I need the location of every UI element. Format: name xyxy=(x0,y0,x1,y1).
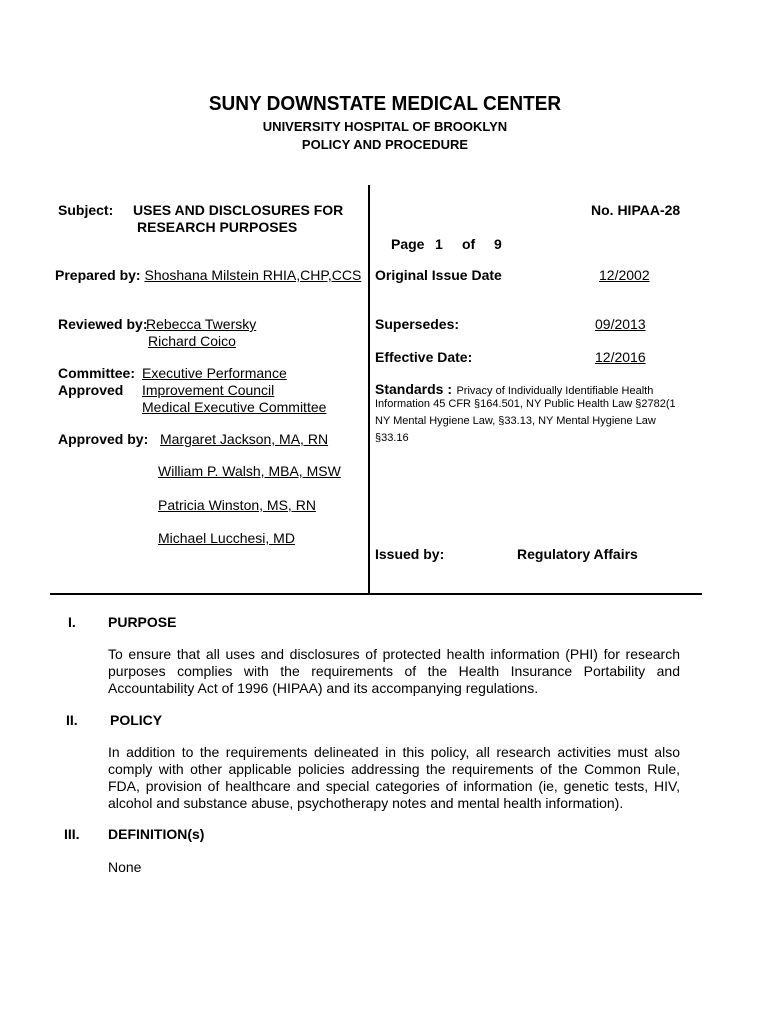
approver-name: Michael Lucchesi, MD xyxy=(158,530,295,546)
page-of-label: of xyxy=(462,236,476,252)
committee-name: Executive Performance xyxy=(142,365,287,381)
section-body-policy: In addition to the requirements delineated in this policy, all research activities must also comply with other applicable policies addressing the requirements of the Common Rule, FDA, provision of healthcare and special categories of information (ie, genetic tests, HIV, alcohol and substance abuse, psychotherapy notes and mental health information). xyxy=(108,744,680,811)
subject-line-1: USES AND DISCLOSURES FOR xyxy=(133,202,344,218)
committee-name: Medical Executive Committee xyxy=(142,399,327,415)
original-issue-label: Original Issue Date xyxy=(375,267,502,283)
supersedes-value: 09/2013 xyxy=(595,316,646,332)
approver-name: Patricia Winston, MS, RN xyxy=(158,497,316,513)
page-title: SUNY DOWNSTATE MEDICAL CENTER xyxy=(208,93,562,115)
approver-name: William P. Walsh, MBA, MSW xyxy=(158,463,341,479)
standards-line: Information 45 CFR §164.501, NY Public Health Law §2782(1 xyxy=(375,398,676,410)
effective-date-value: 12/2016 xyxy=(595,349,646,365)
committee-approved-label: Approved xyxy=(58,382,124,398)
reviewer-name: Rebecca Twersky xyxy=(146,316,257,332)
standards-label: Standards : xyxy=(375,381,453,397)
section-body-definitions: None xyxy=(108,859,142,875)
approver-name: Margaret Jackson, MA, RN xyxy=(160,431,329,447)
policy-number: No. HIPAA-28 xyxy=(591,202,681,218)
subject-line-2: RESEARCH PURPOSES xyxy=(137,219,298,235)
standards-line: NY Mental Hygiene Law, §33.13, NY Mental Hygiene Law xyxy=(375,415,656,427)
prepared-by-label: Prepared by: xyxy=(55,267,141,283)
section-number: III. xyxy=(64,826,80,842)
reviewed-by-label: Reviewed by: xyxy=(58,316,148,332)
page-label: Page xyxy=(391,236,425,252)
prepared-by-value: Shoshana Milstein RHIA,CHP,CCS xyxy=(144,267,362,283)
document-type-subtitle: POLICY AND PROCEDURE xyxy=(301,137,469,152)
original-issue-value: 12/2002 xyxy=(599,267,650,283)
issued-by-label: Issued by: xyxy=(375,546,445,562)
column-divider xyxy=(368,185,370,595)
standards-line: §33.16 xyxy=(375,432,409,444)
section-heading-purpose: PURPOSE xyxy=(108,614,177,630)
committee-name: Improvement Council xyxy=(142,382,275,398)
prepared-by-row xyxy=(55,267,361,283)
standards-row xyxy=(375,381,653,399)
section-heading-definitions: DEFINITION(s) xyxy=(108,826,205,842)
page-number: 1 xyxy=(435,236,443,252)
section-body-purpose: To ensure that all uses and disclosures of protected health information (PHI) for research purposes complies with the requirements of the Health Insurance Portability and Accountability Act of 1996 (HIPAA) and its accompanying regulations. xyxy=(108,646,680,696)
section-number: II. xyxy=(66,712,78,728)
hospital-subtitle: UNIVERSITY HOSPITAL OF BROOKLYN xyxy=(262,119,508,134)
committee-label: Committee: xyxy=(58,365,136,381)
subject-label: Subject: xyxy=(58,202,114,218)
effective-date-label: Effective Date: xyxy=(375,349,473,365)
approved-by-label: Approved by: xyxy=(58,431,149,447)
page-total: 9 xyxy=(494,236,502,252)
section-heading-policy: POLICY xyxy=(110,712,163,728)
header-bottom-rule xyxy=(50,593,702,595)
supersedes-label: Supersedes: xyxy=(375,316,460,332)
reviewer-name: Richard Coico xyxy=(148,333,236,349)
issued-by-value: Regulatory Affairs xyxy=(517,546,638,562)
standards-line: Privacy of Individually Identifiable Health xyxy=(456,385,654,397)
section-number: I. xyxy=(68,614,76,630)
